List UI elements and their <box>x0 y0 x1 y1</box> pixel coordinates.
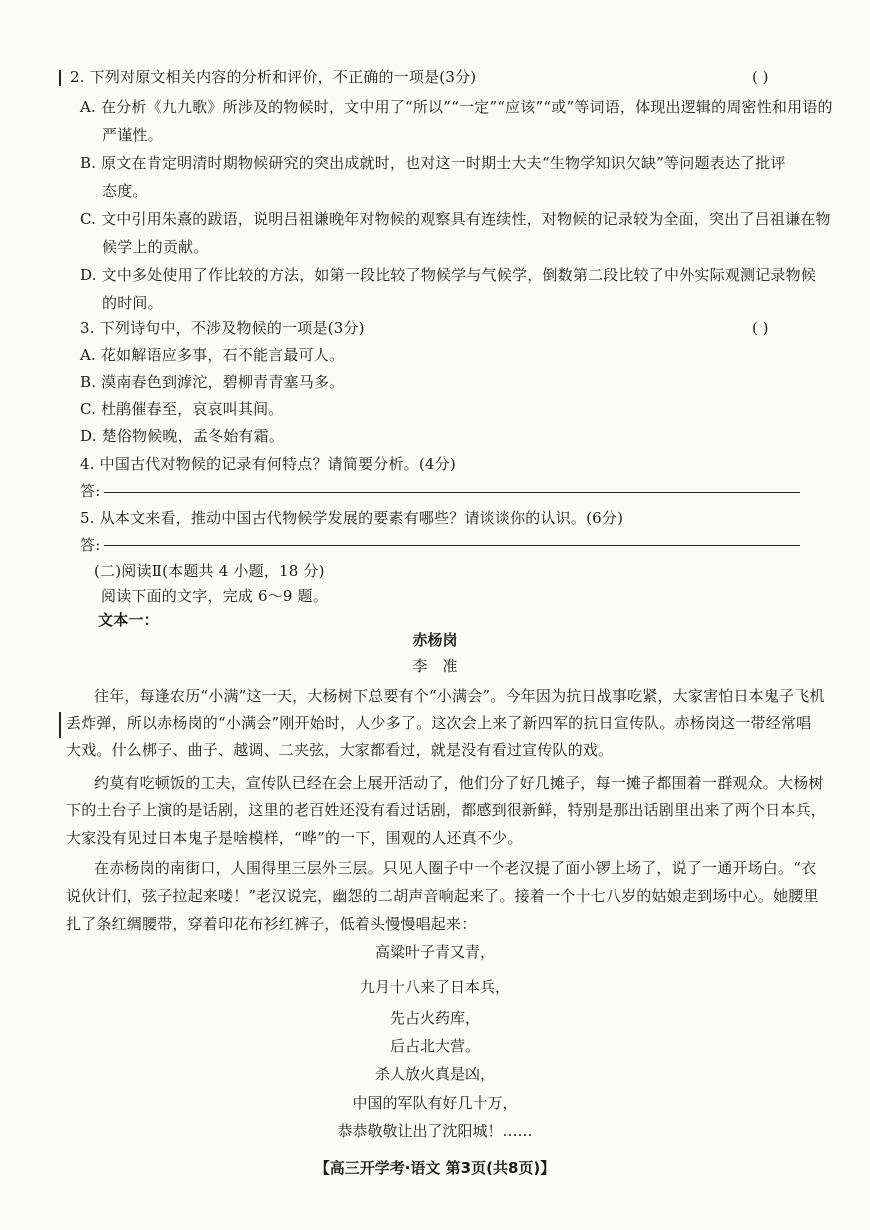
song-line: 高粱叶子青又青， <box>374 943 495 961</box>
q2-option-a: A. 在分析《九九歌》所涉及的物候时，文中用了“所以”“一定”“应该”“或”等词语，体现出逻辑的周密性和用语的 <box>80 98 833 116</box>
q4-answer-label: 答: <box>80 482 101 500</box>
q2-option-b: B. 原文在肯定明清时期物候研究的突出成就时，也对这一时期士大夫“生物学知识欠缺”等问题表达了批评 <box>80 154 786 172</box>
song-line: 九月十八来了日本兵， <box>359 978 510 996</box>
section-heading: (二)阅读Ⅱ(本题共 4 小题，18 分) <box>94 562 325 580</box>
story-paragraph-3-line-1: 在赤杨岗的南街口，人围得里三层外三层。只见人圈子中一个老汉提了面小锣上场了，说了一通开场白。“衣 <box>94 859 817 877</box>
q2-answer-bracket: ( ) <box>752 68 769 86</box>
q3-option-d: D. 楚俗物候晚，孟冬始有霜。 <box>80 427 285 445</box>
q3-stem: 3. 下列诗句中，不涉及物候的一项是(3分) <box>80 319 365 337</box>
margin-mark <box>59 712 61 738</box>
page-footer: 【高三开学考·语文 第3页(共8页)】 <box>314 1159 556 1177</box>
story-paragraph-1-line-2: 丢炸弹，所以赤杨岗的“小满会”刚开始时，人少多了。这次会上来了新四军的抗日宣传队。赤杨岗这一带经常唱 <box>66 714 812 732</box>
story-paragraph-1-line-1: 往年，每逢农历“小满”这一天，大杨树下总要有个“小满会”。今年因为抗日战事吃紧，大家害怕日本鬼子飞机 <box>94 687 825 705</box>
q2-option-a-cont: 严谨性。 <box>102 126 163 144</box>
story-paragraph-2-line-3: 大家没有见过日本鬼子是啥模样，“哗”的一下，围观的人还真不少。 <box>66 829 523 847</box>
q5-answer-line[interactable] <box>104 545 800 546</box>
song-line: 杀人放火真是凶， <box>374 1065 495 1083</box>
q2-option-d-cont: 的时间。 <box>102 294 163 312</box>
q5-answer-label: 答: <box>80 536 101 554</box>
story-paragraph-2-line-2: 下的土台子上演的是话剧，这里的老百姓还没有看过话剧，都感到很新鲜，特别是那出话剧里出来了两个日本兵， <box>66 801 827 819</box>
q2-option-c-cont: 候学上的贡献。 <box>102 238 209 256</box>
q2-option-d: D. 文中多处使用了作比较的方法，如第一段比较了物候学与气候学，倒数第二段比较了中外实际观测记录物候 <box>80 266 817 284</box>
song-line: 恭恭敬敬让出了沈阳城！…… <box>337 1122 533 1140</box>
story-paragraph-2-line-1: 约莫有吃顿饭的工夫，宣传队已经在会上展开活动了，他们分了好几摊子，每一摊子都围着一群观众。大杨树 <box>94 774 824 792</box>
q3-answer-bracket: ( ) <box>752 319 769 337</box>
q3-option-a: A. 花如解语应多事，石不能言最可人。 <box>80 346 345 364</box>
story-author: 李 准 <box>412 657 458 675</box>
q2-option-c: C. 文中引用朱熹的跋语，说明吕祖谦晚年对物候的观察具有连续性，对物候的记录较为全面，突出了吕祖谦在物 <box>80 210 831 228</box>
story-paragraph-3-line-3: 扎了条红绸腰带，穿着印花布衫红裤子，低着头慢慢唱起来： <box>66 915 477 933</box>
story-title: 赤杨岗 <box>412 631 458 649</box>
q2-stem: 2. 下列对原文相关内容的分析和评价，不正确的一项是(3分) <box>70 68 477 86</box>
story-paragraph-3-line-2: 说伙计们，弦子拉起来喽！”老汉说完，幽怨的二胡声音响起来了。接着一个十七八岁的姑娘走到场中心。她腰里 <box>66 887 819 905</box>
song-line: 后占北大营。 <box>389 1037 480 1055</box>
section-instruction: 阅读下面的文字，完成 6～9 题。 <box>101 587 329 605</box>
song-line: 中国的军队有好几十万， <box>352 1094 518 1112</box>
margin-mark <box>59 70 61 86</box>
q3-option-c: C. 杜鹃催春至，哀哀叫其间。 <box>80 400 284 418</box>
q3-option-b: B. 漠南春色到滹沱，碧柳青青塞马多。 <box>80 373 345 391</box>
q5-stem: 5. 从本文来看，推动中国古代物候学发展的要素有哪些？请谈谈你的认识。(6分) <box>80 509 624 527</box>
q4-stem: 4. 中国古代对物候的记录有何特点？请简要分析。(4分) <box>80 455 456 473</box>
q2-option-b-cont: 态度。 <box>102 182 148 200</box>
q4-answer-line[interactable] <box>104 492 800 493</box>
song-line: 先占火药库， <box>389 1009 480 1027</box>
story-paragraph-1-line-3: 大戏。什么梆子、曲子、越调、二夹弦，大家都看过，就是没有看过宣传队的戏。 <box>66 741 614 759</box>
text-one-label: 文本一： <box>98 611 159 629</box>
